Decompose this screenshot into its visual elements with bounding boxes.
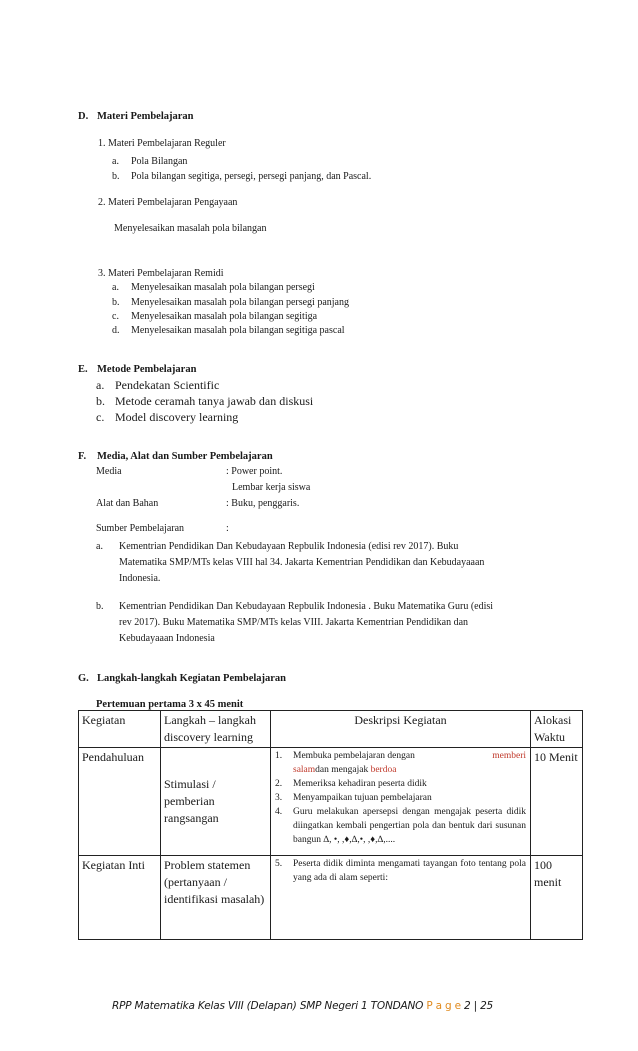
section-f-letter: F. bbox=[78, 451, 87, 462]
desc-highlight: salam bbox=[293, 765, 316, 775]
footer-page-word: P a g e bbox=[426, 1000, 461, 1012]
section-g-title: Langkah-langkah Kegiatan Pembelajaran bbox=[97, 673, 287, 684]
table-header-row bbox=[79, 711, 583, 748]
desc-part: Membuka pembelajaran dengan bbox=[293, 751, 415, 761]
list-marker: b. bbox=[96, 601, 104, 612]
materi-pengayaan-text: Menyelesaikan masalah pola bilangan bbox=[114, 223, 267, 234]
section-d-letter: D. bbox=[78, 111, 89, 122]
header-deskripsi: Deskripsi Kegiatan bbox=[271, 711, 531, 748]
list-item: Metode ceramah tanya jawab dan diskusi bbox=[115, 394, 314, 408]
materi-pengayaan-label: 2. Materi Pembelajaran Pengayaan bbox=[98, 197, 238, 208]
source-line: Kebudayaaan Indonesia bbox=[119, 633, 215, 644]
media-value-2: Lembar kerja siswa bbox=[232, 482, 311, 493]
footer-text: RPP Matematika Kelas VIII (Delapan) SMP Negeri 1 TONDANO bbox=[112, 1000, 424, 1012]
cell-deskripsi bbox=[271, 748, 531, 856]
page-footer bbox=[112, 1000, 493, 1012]
cell-alokasi: 10 Menit bbox=[531, 748, 583, 856]
media-label: Media bbox=[96, 466, 122, 477]
desc-item bbox=[275, 749, 526, 777]
list-item: Pola bilangan segitiga, persegi, persegi panjang, dan Pascal. bbox=[131, 171, 372, 182]
alat-label: Alat dan Bahan bbox=[96, 498, 159, 509]
list-marker: b. bbox=[112, 171, 120, 182]
header-kegiatan: Kegiatan bbox=[79, 711, 161, 748]
section-f-title: Media, Alat dan Sumber Pembelajaran bbox=[97, 451, 273, 462]
list-marker: b. bbox=[112, 297, 120, 308]
desc-num: 2. bbox=[275, 779, 283, 789]
source-line: Kementrian Pendidikan Dan Kebudayaan Repbulik Indonesia . Buku Matematika Guru (edisi bbox=[119, 601, 494, 612]
header-langkah: Langkah – langkah discovery learning bbox=[161, 711, 271, 748]
list-marker: d. bbox=[112, 325, 120, 336]
list-item: Menyelesaikan masalah pola bilangan segitiga bbox=[131, 311, 318, 322]
cell-deskripsi bbox=[271, 856, 531, 940]
source-line: rev 2017). Buku Matematika SMP/MTs kelas VIII. Jakarta Kementrian Pendidikan dan bbox=[119, 617, 469, 628]
alat-value: : Buku, penggaris. bbox=[226, 498, 300, 509]
list-marker: a. bbox=[112, 156, 119, 167]
list-item: Menyelesaikan masalah pola bilangan persegi panjang bbox=[131, 297, 349, 308]
desc-text: Menyampaikan tujuan pembelajaran bbox=[293, 793, 432, 803]
sumber-colon: : bbox=[226, 523, 229, 534]
desc-item bbox=[275, 805, 526, 847]
list-marker: a. bbox=[96, 378, 105, 392]
desc-num: 5. bbox=[275, 859, 283, 869]
cell-kegiatan: Pendahuluan bbox=[79, 748, 161, 856]
list-item: Model discovery learning bbox=[115, 410, 239, 424]
desc-num: 1. bbox=[275, 751, 283, 761]
desc-num: 4. bbox=[275, 807, 283, 817]
desc-text bbox=[293, 749, 526, 777]
list-marker: c. bbox=[112, 311, 119, 322]
media-value: : Power point. bbox=[226, 466, 283, 477]
desc-part: dan mengajak bbox=[315, 765, 369, 775]
list-marker: b. bbox=[96, 394, 105, 408]
desc-num: 3. bbox=[275, 793, 283, 803]
activity-table bbox=[78, 710, 583, 940]
meeting-subtitle: Pertemuan pertama 3 x 45 menit bbox=[96, 699, 244, 710]
cell-alokasi: 100 menit bbox=[531, 856, 583, 940]
section-e-letter: E. bbox=[78, 364, 88, 375]
section-e-title: Metode Pembelajaran bbox=[97, 364, 197, 375]
section-d-title: Materi Pembelajaran bbox=[97, 111, 194, 122]
list-marker: a. bbox=[96, 541, 103, 552]
sumber-label: Sumber Pembelajaran bbox=[96, 523, 185, 534]
desc-highlight: berdoa bbox=[370, 765, 397, 775]
table-row bbox=[79, 748, 583, 856]
desc-item bbox=[275, 791, 526, 805]
cell-langkah: Stimulasi / pemberian rangsangan bbox=[161, 748, 271, 856]
desc-text: Peserta didik diminta mengamati tayangan foto tentang pola yang ada di alam seperti: bbox=[293, 859, 526, 883]
desc-text: Memeriksa kehadiran peserta didik bbox=[293, 779, 427, 789]
list-marker: a. bbox=[112, 282, 119, 293]
materi-remidi-label: 3. Materi Pembelajaran Remidi bbox=[98, 268, 224, 279]
header-alokasi: Alokasi Waktu bbox=[531, 711, 583, 748]
section-g-letter: G. bbox=[78, 673, 89, 684]
list-item: Menyelesaikan masalah pola bilangan segitiga pascal bbox=[131, 325, 345, 336]
list-item: Pendekatan Scientific bbox=[115, 378, 220, 392]
desc-highlight: memberi bbox=[492, 751, 526, 761]
source-line: Matematika SMP/MTs kelas VIII hal 34. Jakarta Kementrian Pendidikan dan Kebudayaaan bbox=[119, 557, 485, 568]
footer-page-number: 2 | 25 bbox=[463, 1000, 494, 1012]
desc-item bbox=[275, 777, 526, 791]
cell-kegiatan: Kegiatan Inti bbox=[79, 856, 161, 940]
desc-item bbox=[275, 857, 526, 885]
desc-text: Guru melakukan apersepsi dengan mengajak peserta didik diingatkan kembali pengertian pola dan bentuk dari susunan bangun ∆, •, ,♦,∆,•, ,♦,∆,.... bbox=[293, 807, 526, 845]
source-line: Indonesia. bbox=[119, 573, 161, 584]
list-marker: c. bbox=[96, 410, 105, 424]
list-item: Menyelesaikan masalah pola bilangan persegi bbox=[131, 282, 315, 293]
cell-langkah: Problem statemen (pertanyaan / identifikasi masalah) bbox=[161, 856, 271, 940]
list-item: Pola Bilangan bbox=[131, 156, 188, 167]
source-line: Kementrian Pendidikan Dan Kebudayaan Repbulik Indonesia (edisi rev 2017). Buku bbox=[119, 541, 459, 552]
table-row bbox=[79, 856, 583, 940]
materi-reguler-label: 1. Materi Pembelajaran Reguler bbox=[98, 138, 226, 149]
